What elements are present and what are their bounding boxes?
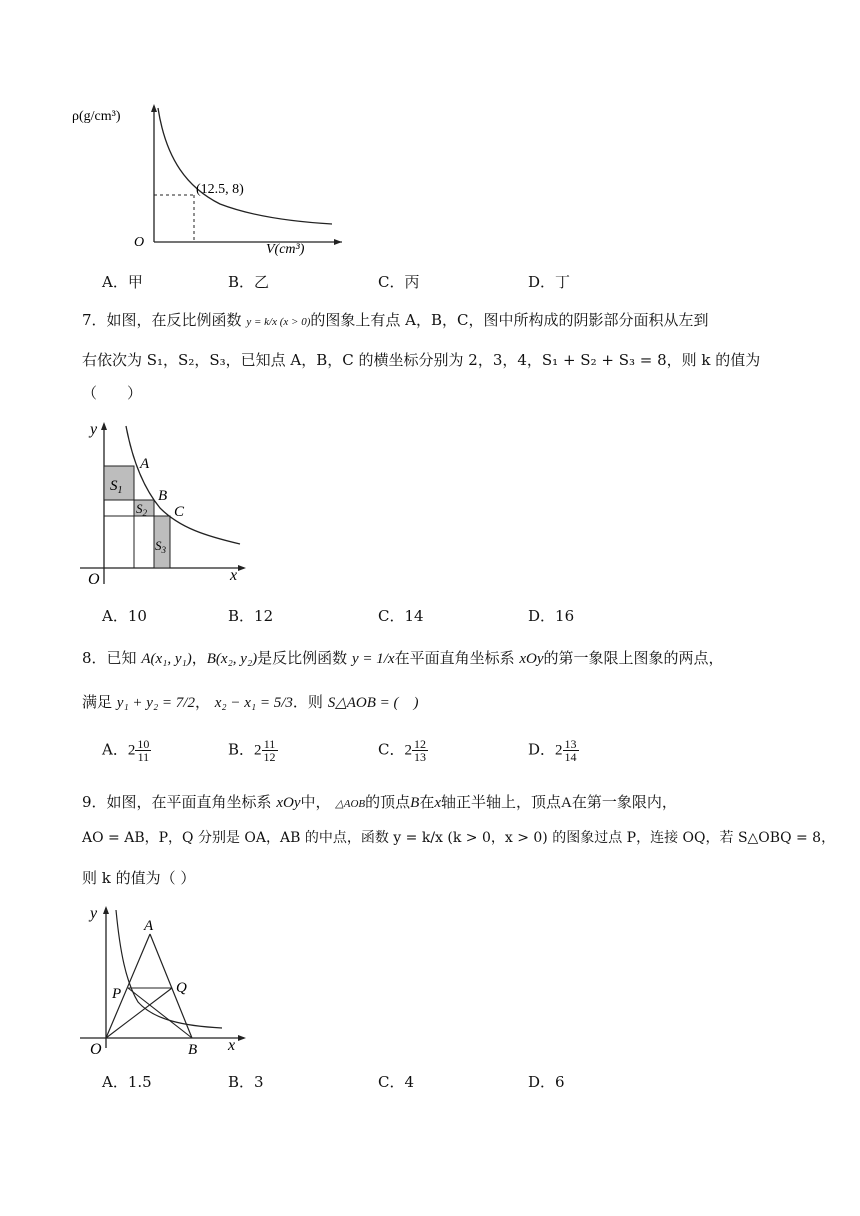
q9-option-d[interactable]: D．6 xyxy=(528,1073,565,1091)
q8-option-b[interactable]: B．2 $\frac{11}{12}$ xyxy=(228,737,276,764)
svg-text:x: x xyxy=(228,1037,236,1054)
q9-line1: 9．如图，在平面直角坐标系 xOy中， △AOB的顶点B在x轴正半轴上，顶点A在第一象限内， xyxy=(82,793,677,811)
q9-line3: 则 k 的值为（ ） xyxy=(82,869,196,887)
q7-line2: 右依次为 S₁，S₂，S₃，已知点 A，B，C 的横坐标分别为 2，3，4，S₁ + S₂ + S₃ = 8，则 k 的值为 xyxy=(82,351,761,369)
q9-option-a[interactable]: A．1.5 xyxy=(102,1073,152,1091)
q6-option-a[interactable]: A．甲 xyxy=(102,273,143,291)
q9-figure xyxy=(76,902,252,1058)
q6-option-d[interactable]: D．丁 xyxy=(528,273,571,291)
q9-option-b[interactable]: B．3 xyxy=(228,1073,264,1091)
density-volume-graph xyxy=(70,100,350,260)
y-axis-label: ρ(g/cm³) xyxy=(72,109,121,124)
point-label: (12.5, 8) xyxy=(196,182,244,197)
svg-text:P: P xyxy=(112,986,122,1002)
q7-option-c[interactable]: C．14 xyxy=(378,607,424,625)
q7-option-a[interactable]: A．10 xyxy=(102,607,147,625)
q7-line1: 7．如图，在反比例函数 y = k/x (x > 0)的图象上有点 A，B，C，图中所构成的阴影部分面积从左到 xyxy=(82,311,709,329)
svg-text:C: C xyxy=(174,504,185,520)
origin-label: O xyxy=(134,235,145,250)
svg-text:O: O xyxy=(88,571,100,588)
q8-line2: 满足 y₁ + y₂ = 7/2， x₂ − x₁ = 5/3．则 S△AOB = ( ) xyxy=(82,693,419,711)
q7-option-d[interactable]: D．16 xyxy=(528,607,575,625)
svg-text:B: B xyxy=(188,1042,198,1058)
q9-number: 9． xyxy=(82,793,107,811)
svg-text:Q: Q xyxy=(176,980,187,996)
q7-figure xyxy=(76,418,252,590)
svg-text:O: O xyxy=(90,1041,102,1058)
x-axis-label: V(cm³) xyxy=(266,242,305,257)
q8-option-a[interactable]: A．2 $\frac{10}{11}$ xyxy=(102,737,150,764)
svg-text:y: y xyxy=(90,421,98,438)
svg-text:A: A xyxy=(144,918,154,934)
q8-option-c[interactable]: C．2 $\frac{12}{13}$ xyxy=(378,737,426,764)
svg-text:A: A xyxy=(140,456,150,472)
q9-line2: AO = AB，P，Q 分别是 OA，AB 的中点，函数 y = k/x (k > 0，x > 0) 的图象过点 P，连接 OQ，若 S△OBQ = 8， xyxy=(82,830,836,846)
q8-number: 8． xyxy=(82,649,107,667)
svg-text:y: y xyxy=(90,905,98,922)
inverse-curve xyxy=(158,108,332,224)
q6-option-c[interactable]: C．丙 xyxy=(378,273,420,291)
svg-text:S2: $S_2$ xyxy=(136,501,147,518)
svg-text:x: x xyxy=(230,567,238,584)
svg-text:S1: $S_1$ xyxy=(110,478,123,496)
q6-option-b[interactable]: B．乙 xyxy=(228,273,270,291)
q7-number: 7． xyxy=(82,311,107,329)
q8-line1: 8．已知 A(x₁, y₁)，B(x₂, y₂)是反比例函数 y = 1/x在平面直角坐标系 xOy的第一象限上图象的两点， xyxy=(82,649,724,667)
q8-option-d[interactable]: D．2 $\frac{13}{14}$ xyxy=(528,737,577,764)
q7-func: y = k/x (x > 0) xyxy=(246,316,311,328)
svg-text:S3: $S_3$ xyxy=(155,538,166,555)
q7-option-b[interactable]: B．12 xyxy=(228,607,274,625)
q9-option-c[interactable]: C．4 xyxy=(378,1073,415,1091)
svg-text:B: B xyxy=(158,488,168,504)
q7-line3: （ ） xyxy=(82,384,143,402)
